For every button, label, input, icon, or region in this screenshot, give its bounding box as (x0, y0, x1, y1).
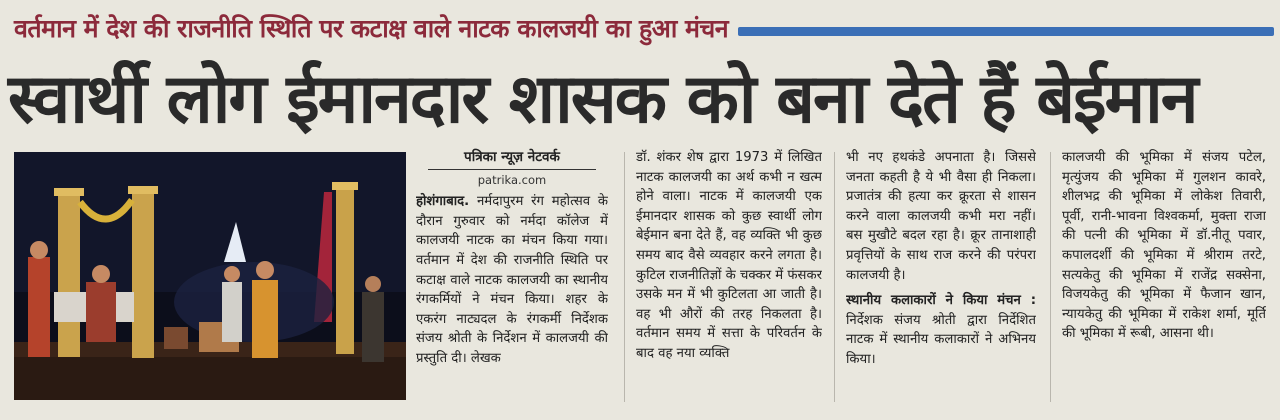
paragraph-1 (416, 192, 608, 368)
dateline: होशंगाबाद. (416, 194, 470, 210)
col2-text: डॉ. शंकर शेष द्वारा 1973 में लिखित नाटक कालजयी का अर्थ कभी न खत्म होने वाला। नाटक में कालजयी एक ईमानदार शासक को कुछ स्वार्थी लोग बेईमान बना देते हैं, वह व्यक्ति भी कुछ समय बाद वैसे व्यवहार करने लगता है। कुटिल राजनीतिज्ञों के चक्कर में फंसकर उसके मन में भी कुटिलता आ जाती है। वह भी औरों की तरह निकलता है। वर्तमान समय में सत्ता के परिवर्तन के बाद वह नया व्यक्ति (636, 150, 822, 361)
stage-photo (14, 152, 406, 400)
kicker-rule (738, 27, 1274, 36)
col3-text: भी नए हथकंडे अपनाता है। जिससे जनता कहती है ये भी वैसा ही निकला। प्रजातंत्र की हत्या कर क्रूरता से शासन करने वाला कालजयी कभी मरा नहीं। बस मुखौटे बदल रहा है। क्रूर तानाशाही प्रवृत्तियों के साथ राज करने की परंपरा कालजयी है। (846, 150, 1036, 283)
headline: स्वार्थी लोग ईमानदार शासक को बना देते हैं बेईमान (8, 59, 1197, 139)
kicker-row (14, 6, 1274, 50)
col3-subsection (846, 291, 1036, 369)
site-url: patrika.com (477, 172, 547, 187)
column-divider (834, 152, 835, 402)
col4-text: कालजयी की भूमिका में संजय पटेल, मृत्युंजय की भूमिका में गुलशन कावरे, शीलभद्र की भूमिका में लोकेश तिवारी, पूर्वी, रानी-भावना विश्वकर्मा, मुक्ता राजा की पत्नी की भूमिका में डॉ.नीतू पवार, कपालदर्शी की भूमिका में श्रीराम तरटे, सत्यकेतु की भूमिका में राजेंद्र सक्सेना, विजयकेतु की भूमिका में फैजान खान, न्यायकेतु की भूमिका में राकेश शर्मा, मूर्ति की भूमिका में रूबी, आसना थी। (1062, 150, 1266, 342)
article-column-4 (1062, 148, 1266, 410)
kicker-text: वर्तमान में देश की राजनीति स्थिति पर कटाक्ष वाले नाटक कालजयी का हुआ मंचन (14, 14, 729, 43)
column-divider (1050, 152, 1051, 402)
col1-text: नर्मदापुरम रंग महोत्सव के दौरान गुरुवार को नर्मदा कॉलेज में कालजयी नाटक का मंचन किया गया। वर्तमान में देश की राजनीति स्थिति पर कटाक्ष वाले नाटक कालजयी का स्थानीय रंगकर्मियों ने मंचन किया। शहर के एकरंग नाट्यदल के रंगकर्मी निर्देशक संजय श्रोती के निर्देशन में कालजयी की प्रस्तुति दी। लेखक (416, 194, 608, 366)
column-divider (624, 152, 625, 402)
article-column-2 (636, 148, 822, 410)
article-column-3 (846, 148, 1036, 410)
subhead: स्थानीय कलाकारों ने किया मंचन : (846, 293, 1036, 309)
byline: पत्रिका न्यूज़ नेटवर्क (428, 148, 596, 170)
col3-tail: निर्देशक संजय श्रोती द्वारा निर्देशित नाटक में स्थानीय कलाकारों ने अभिनय किया। (846, 312, 1036, 367)
article-column-1 (416, 148, 608, 410)
